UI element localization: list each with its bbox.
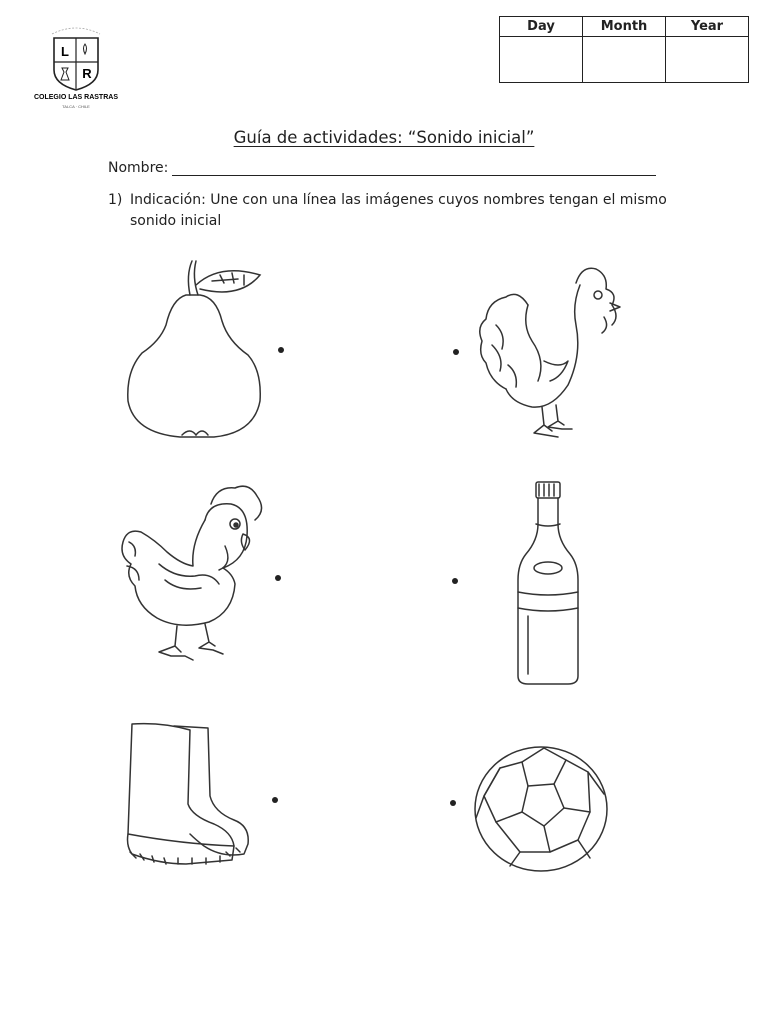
school-logo [30,18,122,118]
match-dot[interactable] [272,797,278,803]
month-header: Month [583,17,666,37]
match-dot[interactable] [452,578,458,584]
day-field[interactable] [500,37,583,83]
pear-image [120,255,270,445]
match-dot[interactable] [450,800,456,806]
boots-image [122,720,254,870]
soccer-ball-image [470,738,612,880]
date-table [499,16,749,83]
match-dot[interactable] [278,347,284,353]
month-field[interactable] [583,37,666,83]
instruction-text: Indicación: Une con una línea las imágenes cuyos nombres tengan el mismo sonido inicial [130,192,667,229]
name-field[interactable] [172,161,656,176]
year-header: Year [666,17,749,37]
rooster-image [472,265,622,450]
page-title: Guía de actividades: “Sonido inicial” [233,128,535,147]
day-header: Day [500,17,583,37]
instruction [108,190,668,232]
name-label: Nombre: [108,160,169,176]
svg-text:R: R [82,66,92,81]
bottle-image [512,480,582,690]
match-dot[interactable] [453,349,459,355]
year-field[interactable] [666,37,749,83]
match-dot[interactable] [275,575,281,581]
svg-text:L: L [61,44,69,59]
hen-image [115,480,270,670]
instruction-number: 1) [108,192,123,208]
svg-text:COLEGIO LAS RASTRAS: COLEGIO LAS RASTRAS [33,94,119,101]
svg-text:TALCA · CHILE: TALCA · CHILE [62,104,90,109]
name-row [108,160,656,176]
